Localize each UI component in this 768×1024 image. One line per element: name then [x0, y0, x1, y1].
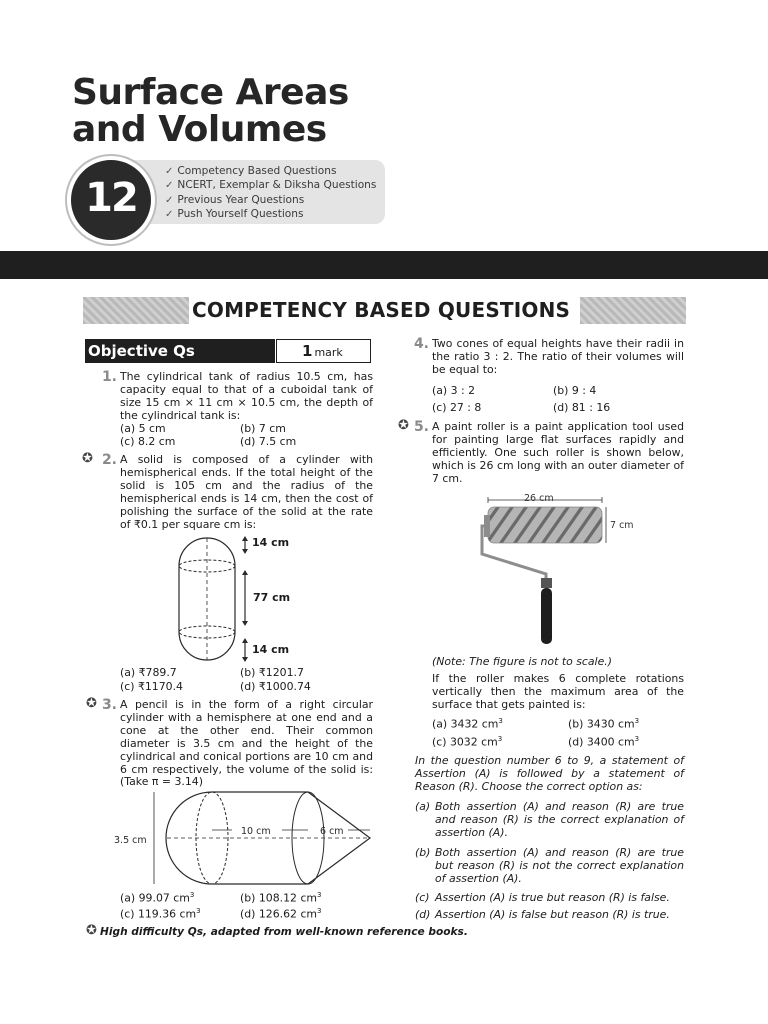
footnote-star-icon: ✪: [86, 923, 97, 938]
q4-option-c: (c) 27 : 8: [432, 401, 482, 414]
q1-option-a: (a) 5 cm: [120, 422, 166, 435]
difficulty-star-icon: ✪: [86, 696, 97, 711]
assertion-option-d-label: (d): [415, 908, 431, 921]
q2-option-c: (c) ₹1170.4: [120, 680, 183, 693]
feature-item: ✓ Competency Based Questions: [165, 165, 337, 177]
q2-label-bottom: 14 cm: [252, 643, 290, 656]
difficulty-star-icon: ✪: [82, 451, 93, 466]
q3-label-cone: 6 cm: [320, 826, 344, 837]
q3-text: A pencil is in the form of a right circular cylinder with a hemisphere at one end and a cone at the other end. Their common diameter is 3.5 cm and the height of the cylindrical and conical portions are 10 cm and 6 cm respectively, the volume of the solid is: (Take π = 3.14): [120, 698, 373, 789]
section-heading: COMPETENCY BASED QUESTIONS: [192, 298, 571, 322]
difficulty-star-icon: ✪: [398, 418, 409, 433]
feature-item: ✓ NCERT, Exemplar & Diksha Questions: [165, 179, 377, 192]
q2-capsule-figure: [170, 528, 300, 668]
q2-label-middle: 77 cm: [253, 591, 291, 604]
assertion-option-d-text: Assertion (A) is false but reason (R) is true.: [435, 908, 670, 921]
marks-unit: mark: [314, 346, 343, 359]
q5-option-c: (c) 3032 $cm^3$: [432, 735, 503, 749]
q5-paint-roller-figure: [480, 490, 640, 650]
feature-item: ✓ Previous Year Questions: [165, 193, 305, 206]
marks-number: 1: [302, 342, 313, 360]
q3-option-c: (c) 119.36 $cm^3$: [120, 907, 201, 921]
q5-option-a: (a) 3432 $cm^3$: [432, 717, 503, 731]
q4-number: 4.: [413, 336, 429, 352]
q5-option-b: (b) 3430 $cm^3$: [568, 717, 640, 731]
q2-text: A solid is composed of a cylinder with hemispherical ends. If the total height of the solid is 105 cm and the radius of the hemispherical ends is 14 cm, then the cost of polishing the surface of the solid at the rate of ₹0.1 per square cm is:: [120, 453, 373, 531]
q1-option-c: (c) 8.2 cm: [120, 435, 176, 448]
assertion-option-c-text: Assertion (A) is true but reason (R) is false.: [435, 891, 670, 904]
q4-option-b: (b) 9 : 4: [553, 384, 597, 397]
q4-option-d: (d) 81 : 16: [553, 401, 611, 414]
q2-option-d: (d) ₹1000.74: [240, 680, 311, 693]
assertion-option-b-text: Both assertion (A) and reason (R) are true but reason (R) is not the correct explanation of assertion (A).: [435, 846, 684, 885]
q5-number: 5.: [413, 419, 429, 435]
q2-option-b: (b) ₹1201.7: [240, 666, 304, 679]
chapter-title-line1: Surface Areas: [72, 72, 349, 113]
q5-text: A paint roller is a paint application tool used for painting large flat surfaces rapidly and efficiently. One such roller is shown below, which is 26 cm long with an outer diameter of 7 cm.: [432, 420, 684, 485]
chapter-title-line2: and Volumes: [72, 109, 327, 150]
check-icon: ✓: [165, 180, 174, 192]
footnote: High difficulty Qs, adapted from well-known reference books.: [100, 926, 468, 938]
q5-label-length: 26 cm: [524, 493, 554, 504]
objective-tab: Objective Qs: [85, 339, 275, 363]
q5-label-diameter: 7 cm: [610, 520, 634, 531]
chapter-title: [72, 74, 349, 148]
q3-label-diameter: 3.5 cm: [114, 835, 147, 846]
q5-note: (Note: The figure is not to scale.): [432, 655, 612, 668]
q1-text: The cylindrical tank of radius 10.5 cm, has capacity equal to that of a cuboidal tank of size 15 cm × 11 cm × 10.5 cm, the depth of the cylindrical tank is:: [120, 370, 373, 422]
q3-label-cylinder: 10 cm: [241, 826, 271, 837]
q5-text-2: If the roller makes 6 complete rotations vertically then the maximum area of the surface that gets painted is:: [432, 672, 684, 711]
assertion-option-c-label: (c): [415, 891, 430, 904]
assertion-option-a-text: Both assertion (A) and reason (R) are true and reason (R) is the correct explanation of assertion (A).: [435, 800, 684, 839]
q5-option-d: (d) 3400 $cm^3$: [568, 735, 640, 749]
header-divider-bar: [0, 251, 768, 279]
check-icon: ✓: [165, 166, 174, 177]
chapter-number: 12: [85, 175, 137, 221]
q3-option-d: (d) 126.62 $cm^3$: [240, 907, 322, 921]
q2-option-a: (a) ₹789.7: [120, 666, 177, 679]
marks-box: [276, 339, 371, 363]
chapter-feature-list: [165, 164, 376, 221]
check-icon: ✓: [165, 194, 174, 206]
q4-option-a: (a) 3 : 2: [432, 384, 476, 397]
q2-number: 2.: [101, 452, 117, 468]
assertion-intro: In the question number 6 to 9, a statement of Assertion (A) is followed by a statement of Reason (R). Choose the correct option as:: [415, 754, 684, 793]
q4-text: Two cones of equal heights have their radii in the ratio 3 : 2. The ratio of their volumes will be equal to:: [432, 337, 684, 376]
q1-option-b: (b) 7 cm: [240, 422, 286, 435]
q3-option-b: (b) 108.12 $cm^3$: [240, 891, 322, 905]
heading-pattern-left: [83, 297, 189, 324]
q2-label-top: 14 cm: [252, 536, 290, 549]
assertion-option-a-label: (a): [415, 800, 431, 813]
q3-pencil-figure: [112, 786, 377, 886]
q1-option-d: (d) 7.5 cm: [240, 435, 297, 448]
check-icon: ✓: [165, 208, 174, 220]
q1-number: 1.: [101, 369, 117, 385]
heading-pattern-right: [580, 297, 686, 324]
q3-option-a: (a) 99.07 $cm^3$: [120, 891, 195, 905]
assertion-option-b-label: (b): [415, 846, 431, 859]
feature-item: ✓ Push Yourself Questions: [165, 207, 304, 220]
q3-number: 3.: [101, 697, 117, 713]
